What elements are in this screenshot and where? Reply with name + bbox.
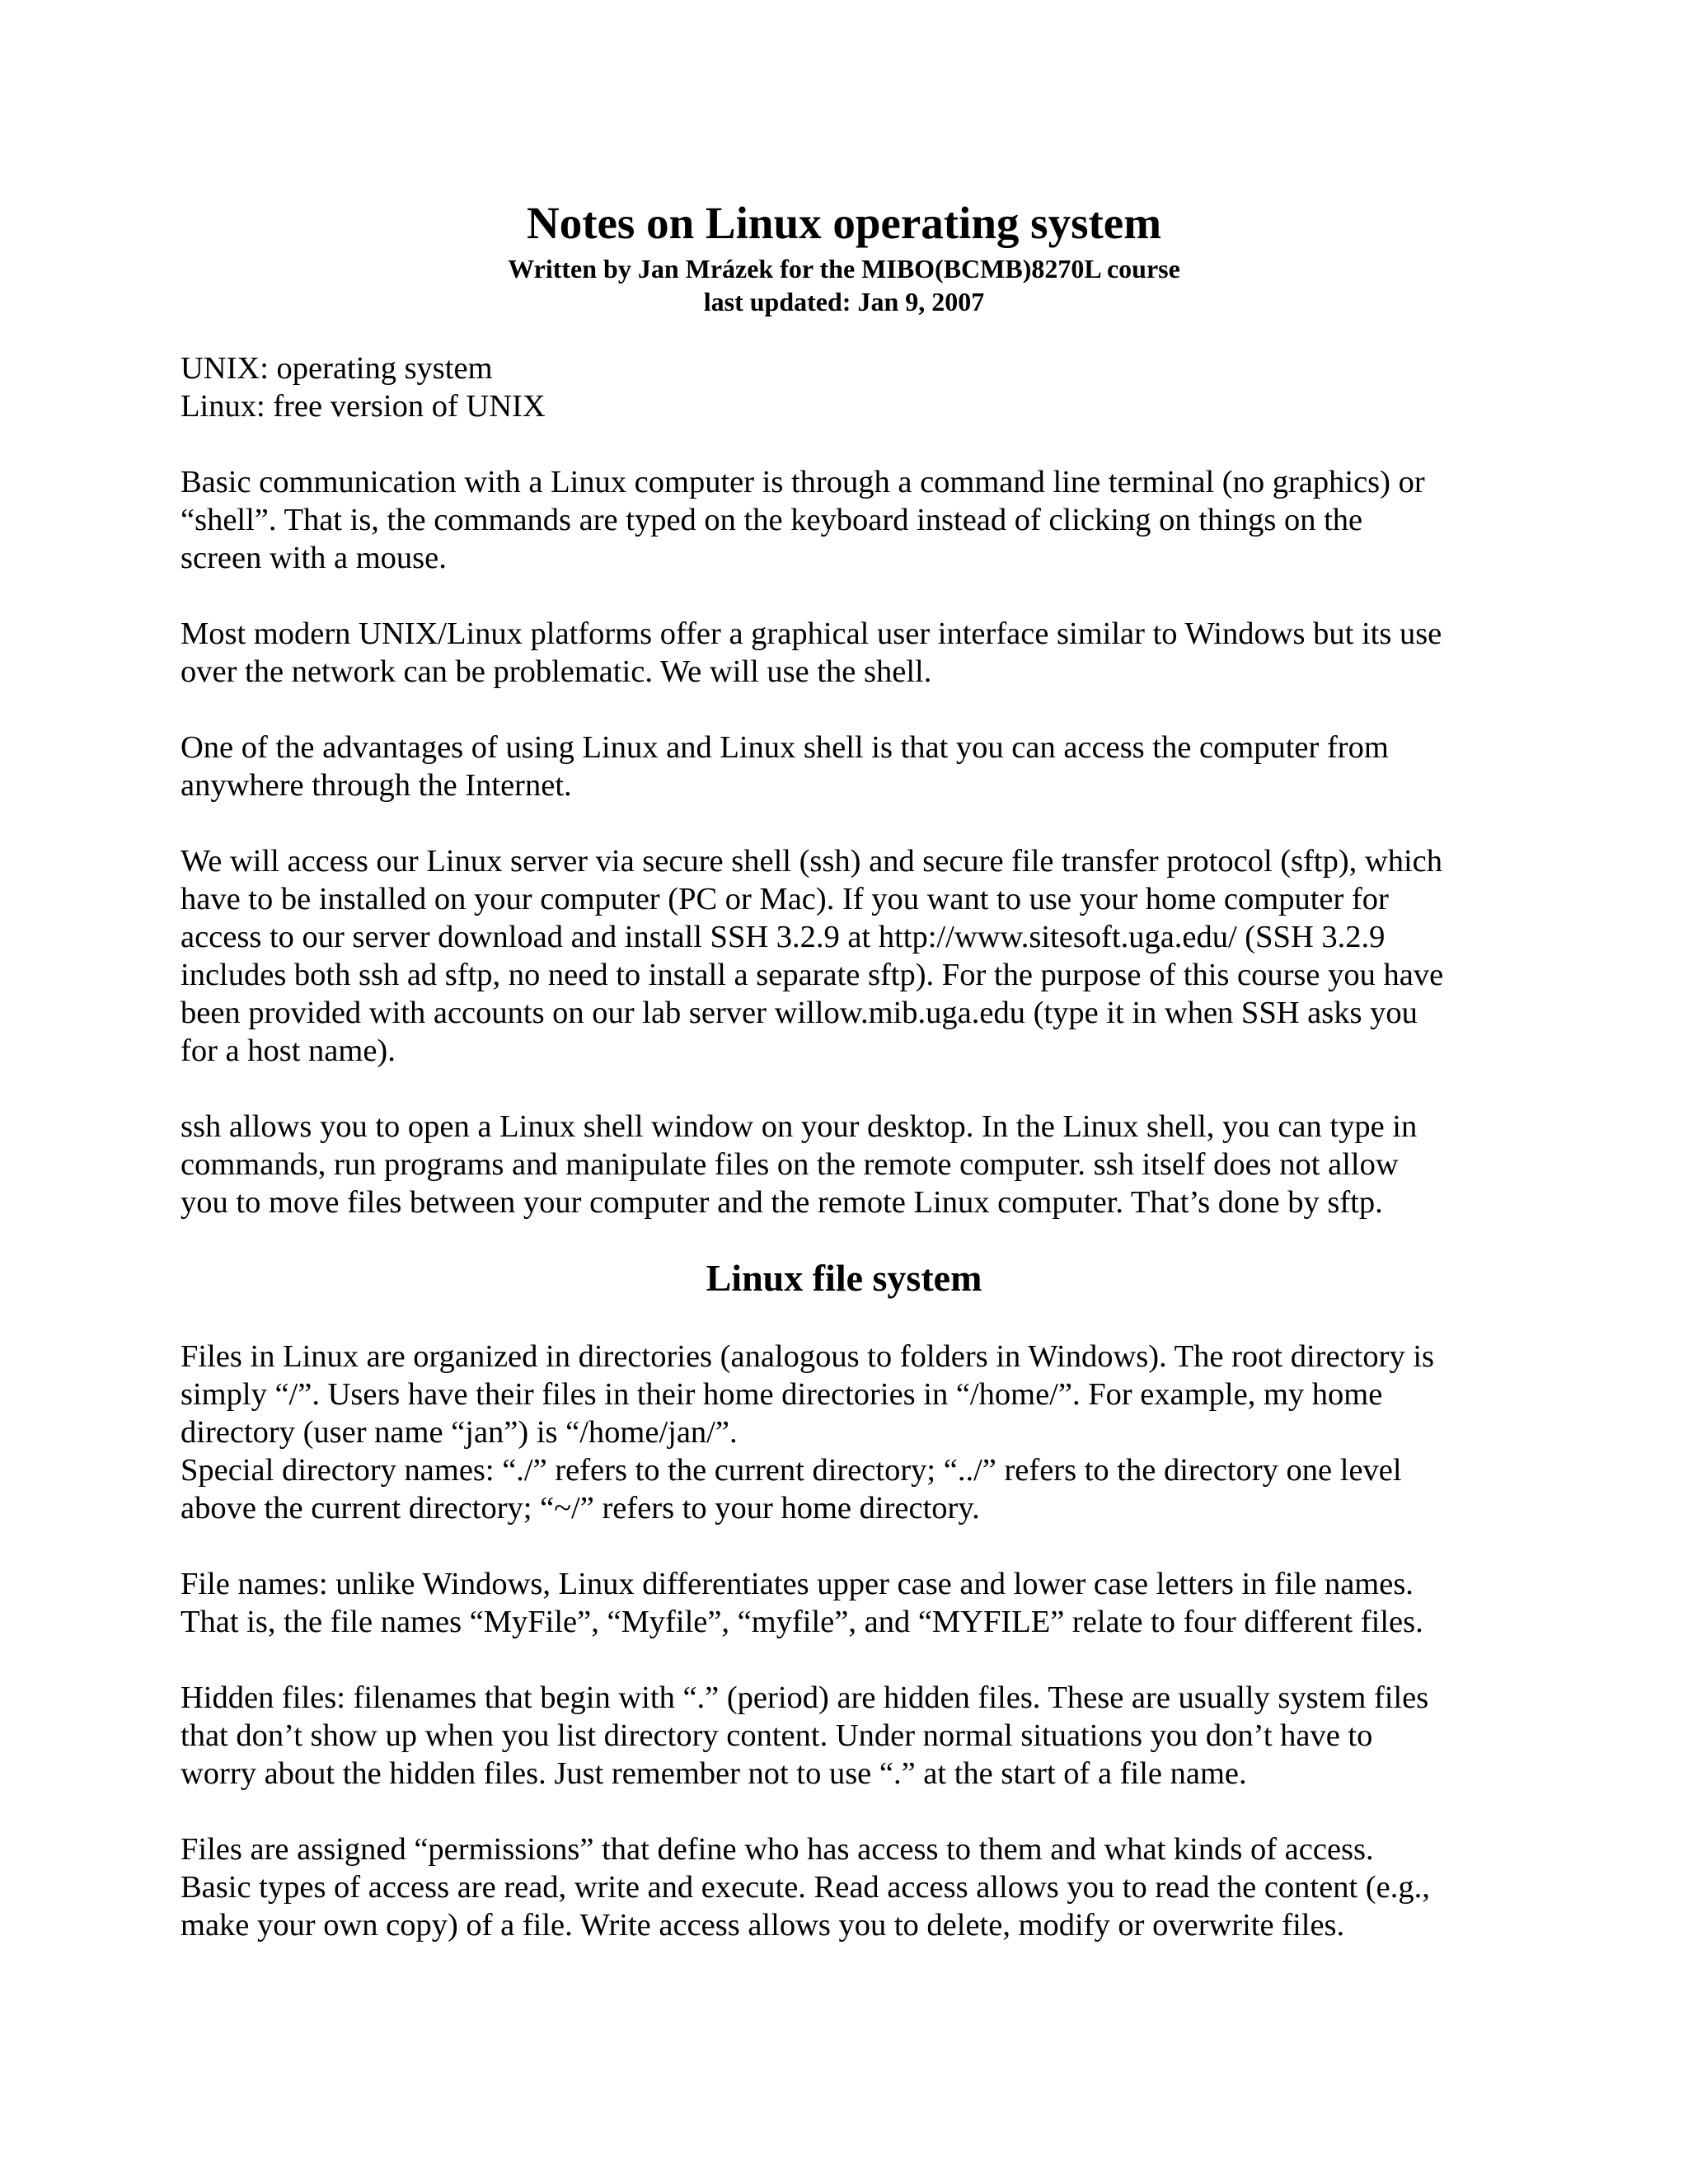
page-title: Notes on Linux operating system	[526, 198, 1162, 248]
paragraph-gap	[181, 1070, 1532, 1108]
paragraph-line: been provided with accounts on our lab server willow.mib.uga.edu (type it in when SSH asks you	[181, 996, 1418, 1030]
paragraph-line: includes both ssh ad sftp, no need to install a separate sftp). For the purpose of this course you have	[181, 958, 1444, 992]
intro-body	[181, 349, 1532, 1221]
paragraph-line: that don’t show up when you list directory content. Under normal situations you don’t have to	[181, 1718, 1373, 1753]
paragraph-line: commands, run programs and manipulate files on the remote computer. ssh itself does not allow	[181, 1147, 1399, 1182]
paragraph-gap	[181, 1527, 1532, 1565]
paragraph-gap	[181, 577, 1532, 615]
paragraph-line: That is, the file names “MyFile”, “Myfile”, “myfile”, and “MYFILE” relate to four different files.	[181, 1605, 1423, 1639]
section-heading: Linux file system	[706, 1257, 982, 1299]
paragraph-line: worry about the hidden files. Just remember not to use “.” at the start of a file name.	[181, 1756, 1247, 1791]
paragraph-line: UNIX: operating system	[181, 351, 493, 386]
paragraph-line: Most modern UNIX/Linux platforms offer a graphical user interface similar to Windows but its use	[181, 616, 1442, 651]
paragraph-gap	[181, 1793, 1532, 1830]
paragraph-line: above the current directory; “~/” refers to your home directory.	[181, 1491, 980, 1526]
paragraph-line: Hidden files: filenames that begin with “.” (period) are hidden files. These are usually system files	[181, 1680, 1429, 1715]
paragraph-line: Linux: free version of UNIX	[181, 389, 546, 424]
paragraph-line: ssh allows you to open a Linux shell window on your desktop. In the Linux shell, you can type in	[181, 1109, 1418, 1144]
paragraph-gap	[181, 804, 1532, 842]
section-body	[181, 1338, 1532, 1944]
paragraph-line: We will access our Linux server via secure shell (ssh) and secure file transfer protocol (sftp), which	[181, 844, 1442, 879]
paragraph-line: for a host name).	[181, 1033, 396, 1068]
author-line: Written by Jan Mrázek for the MIBO(BCMB)8270L course	[508, 254, 1180, 284]
paragraph-line: Files in Linux are organized in directories (analogous to folders in Windows). The root directory is	[181, 1339, 1434, 1374]
paragraph-line: Basic communication with a Linux computer is through a command line terminal (no graphics) or	[181, 465, 1425, 499]
paragraph-line: Special directory names: “./” refers to the current directory; “../” refers to the directory one level	[181, 1453, 1402, 1488]
paragraph-line: File names: unlike Windows, Linux differentiates upper case and lower case letters in file names.	[181, 1567, 1414, 1601]
paragraph-gap	[181, 691, 1532, 729]
paragraph-line: have to be installed on your computer (PC or Mac). If you want to use your home computer for	[181, 882, 1389, 916]
paragraph-line: access to our server download and install SSH 3.2.9 at http://www.sitesoft.uga.edu/ (SSH 3.2.9	[181, 920, 1386, 954]
paragraph-line: “shell”. That is, the commands are typed on the keyboard instead of clicking on things on the	[181, 503, 1363, 537]
paragraph-line: anywhere through the Internet.	[181, 768, 572, 803]
paragraph-line: simply “/”. Users have their files in their home directories in “/home/”. For example, my home	[181, 1377, 1383, 1412]
paragraph-line: directory (user name “jan”) is “/home/jan/”.	[181, 1415, 738, 1450]
paragraph-line: over the network can be problematic. We will use the shell.	[181, 654, 932, 689]
paragraph-line: One of the advantages of using Linux and Linux shell is that you can access the computer from	[181, 730, 1389, 765]
paragraph-line: Files are assigned “permissions” that define who has access to them and what kinds of access.	[181, 1832, 1374, 1867]
paragraph-gap	[181, 1641, 1532, 1679]
paragraph-line: make your own copy) of a file. Write access allows you to delete, modify or overwrite files.	[181, 1908, 1345, 1943]
paragraph-line: you to move files between your computer and the remote Linux computer. That’s done by sftp.	[181, 1185, 1383, 1220]
paragraph-line: Basic types of access are read, write and execute. Read access allows you to read the content (e.g.,	[181, 1870, 1430, 1905]
paragraph-gap	[181, 425, 1532, 463]
document-header	[0, 194, 1688, 318]
paragraph-line: screen with a mouse.	[181, 541, 447, 575]
updated-line: last updated: Jan 9, 2007	[703, 287, 985, 316]
